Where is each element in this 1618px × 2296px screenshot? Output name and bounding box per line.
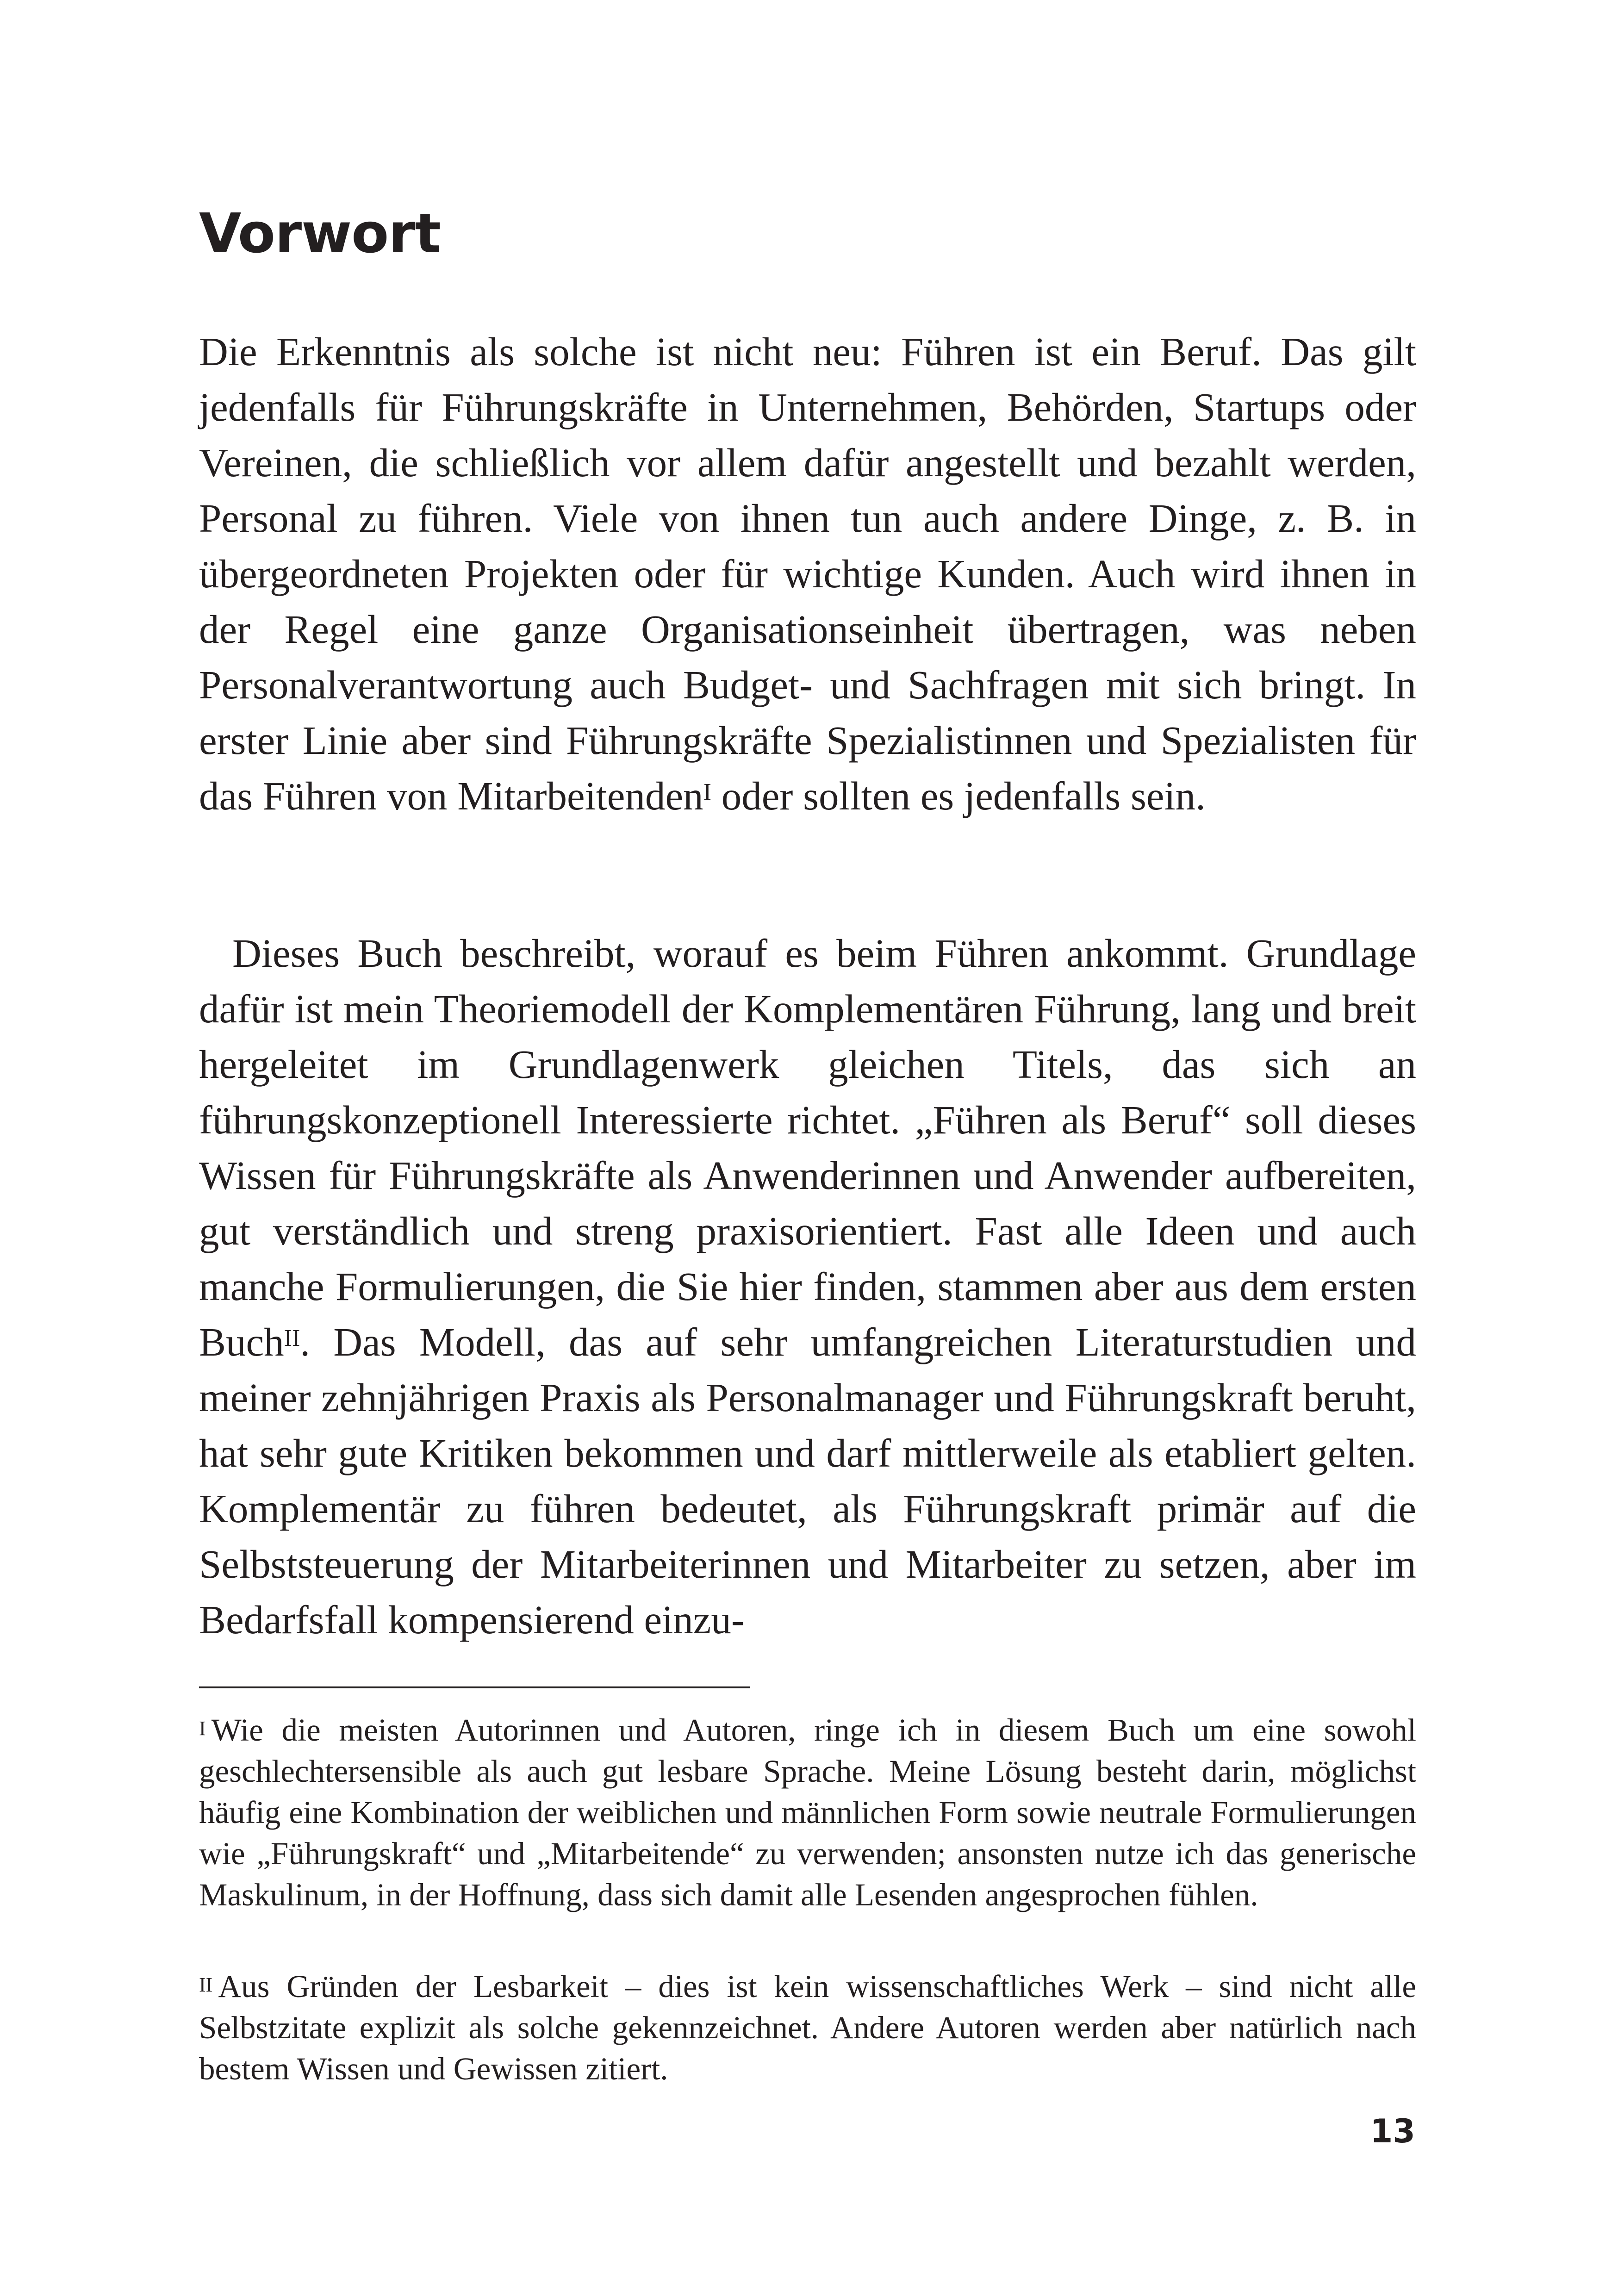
body-paragraph-1	[199, 324, 1416, 824]
footnote-2	[199, 1966, 1416, 2090]
paragraph-text-continued: oder sollten es jedenfalls sein.	[711, 773, 1206, 818]
footnote-reference[interactable]: II	[284, 1325, 300, 1351]
footnote-reference[interactable]: I	[703, 779, 711, 805]
page-title: Vorwort	[199, 201, 441, 265]
footnote-text: Wie die meisten Autorinnen und Autoren, ringe ich in diesem Buch um eine sowohl geschlechtersensible als auch gut lesbare Sprache. Meine Lösung besteht darin, möglichst häufig eine Kombination der weiblichen und männlichen Form sowie neutrale Formulierungen wie „Führungskraft“ und „Mitarbeitende“ zu verwenden; ansonsten nutze ich das generische Maskulinum, in der Hoffnung, dass sich damit alle Lesenden angesprochen fühlen.	[199, 1712, 1416, 1912]
body-paragraph-2	[199, 926, 1416, 1648]
paragraph-text: Die Erkenntnis als solche ist nicht neu: Führen ist ein Beruf. Das gilt jedenfalls für Führungskräfte in Unternehmen, Behörden, Startups oder Vereinen, die schließlich vor allem dafür angestellt und bezahlt werden, Personal zu führen. Viele von ihnen tun auch andere Dinge, z. B. in übergeordneten Projekten oder für wichtige Kunden. Auch wird ihnen in der Regel eine ganze Organisationseinheit übertragen, was neben Personalverantwortung auch Budget- und Sachfragen mit sich bringt. In erster Linie aber sind Führungskräfte Spezialistinnen und Spezialisten für das Führen von Mitarbeitenden	[199, 329, 1416, 818]
footnote-mark: II	[199, 1973, 213, 1996]
page-number: 13	[1370, 2112, 1415, 2150]
paragraph-text: Dieses Buch beschreibt, worauf es beim Führen ankommt. Grundlage dafür ist mein Theoriemodell der Komplementären Führung, lang und breit hergeleitet im Grundlagenwerk gleichen Titels, das sich an führungskonzeptionell Interessierte richtet. „Führen als Beruf“ soll dieses Wissen für Führungskräfte als Anwenderinnen und Anwender aufbereiten, gut verständlich und streng praxisorientiert. Fast alle Ideen und auch manche Formulierungen, die Sie hier finden, stammen aber aus dem ersten Buch	[199, 931, 1416, 1364]
paragraph-text-continued: . Das Modell, das auf sehr umfangreichen Literaturstudien und meiner zehnjährigen Praxis als Personalmanager und Führungskraft beruht, hat sehr gute Kritiken bekommen und darf mittlerweile als etabliert gelten. Komplementär zu führen bedeutet, als Führungskraft primär auf die Selbststeuerung der Mitarbeiterinnen und Mitarbeiter zu setzen, aber im Bedarfsfall kompensierend einzu-	[199, 1319, 1416, 1642]
footnote-text: Aus Gründen der Lesbarkeit – dies ist kein wissenschaftliches Werk – sind nicht alle Selbstzitate explizit als solche gekennzeichnet. Andere Autoren werden aber natürlich nach bestem Wissen und Gewissen zitiert.	[199, 1969, 1416, 2086]
footnote-mark: I	[199, 1717, 206, 1740]
footnote-separator	[199, 1686, 750, 1688]
footnote-1	[199, 1710, 1416, 1916]
